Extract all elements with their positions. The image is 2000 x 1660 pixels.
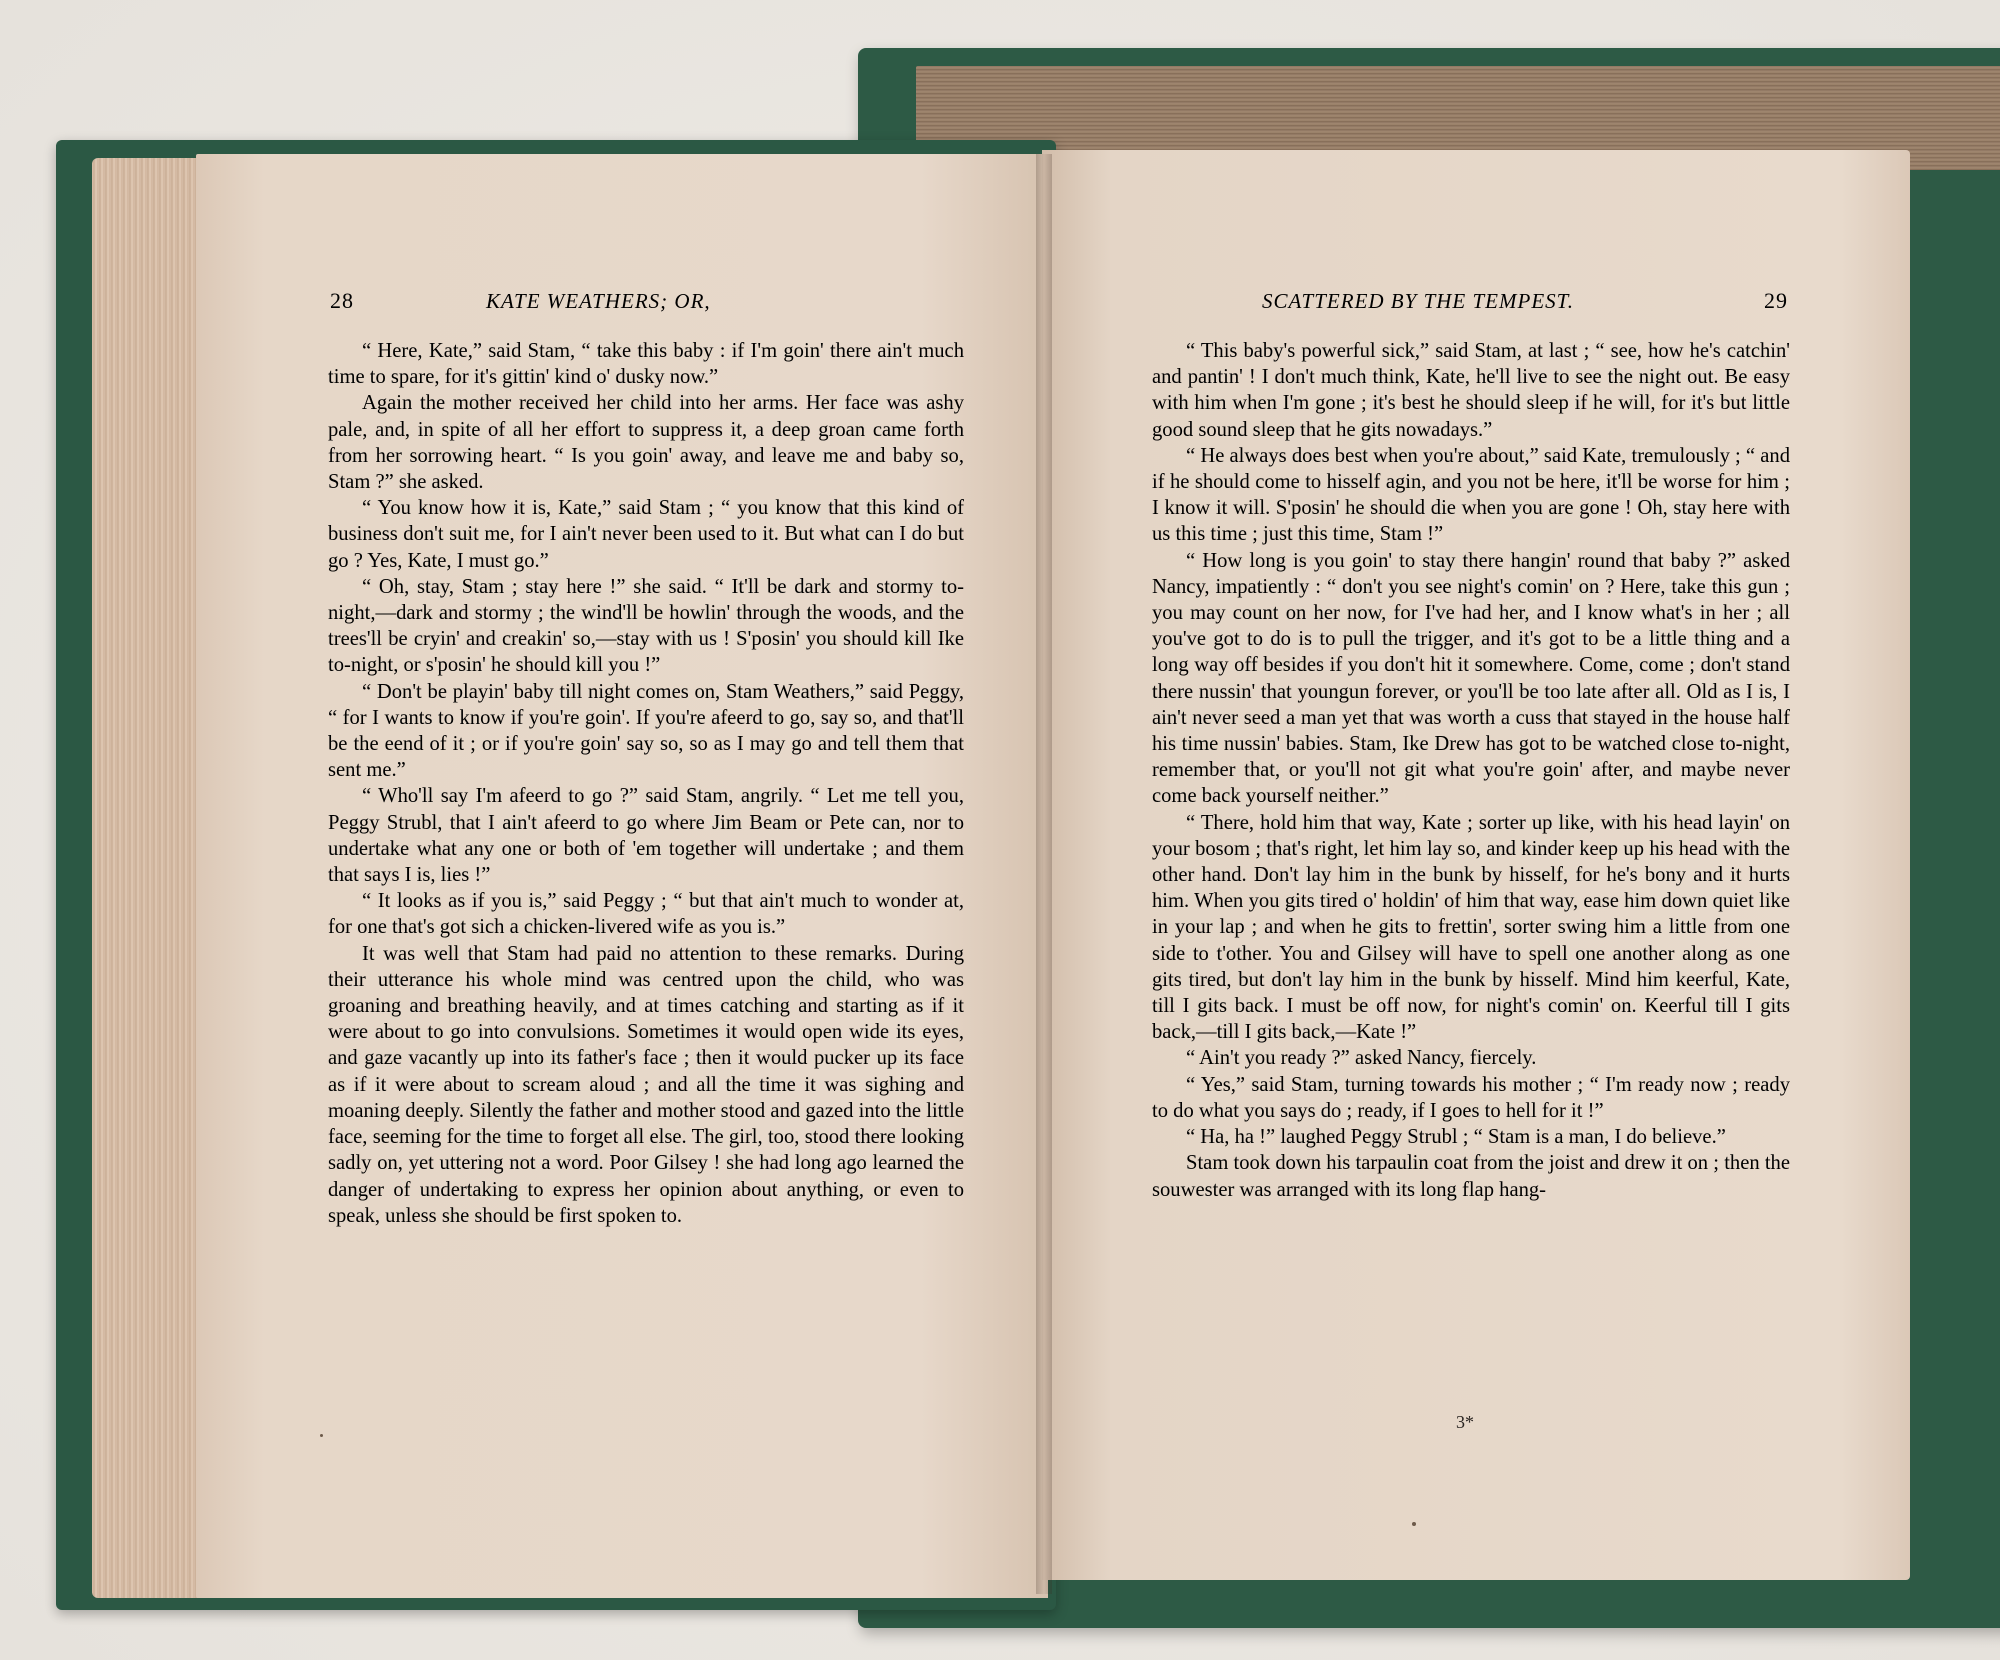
paragraph: “ Here, Kate,” said Stam, “ take this baby : if I'm goin' there ain't much time to spare, for it's gittin' kind o' dusky now.” [328, 340, 964, 389]
paragraph: It was well that Stam had paid no attention to these remarks. During their utterance his whole mind was centred upon the child, who was groaning and breathing heavily, and at times catching and starting as if it were about to go into convulsions. Sometimes it would open wide its eyes, and gaze vacantly up into its father's face ; then it would pucker up its face as if it were about to scream aloud ; and all the time it was sighing and moaning deeply. Silently the father and mother stood and gazed into the little face, seeming for the time to forget all else. The girl, too, stood there looking sadly on, yet uttering not a word. Poor Gilsey ! she had long ago learned the danger of undertaking to express her opinion about anything, or even to speak, unless she should be first spoken to. [328, 942, 964, 1227]
left-running-title: KATE WEATHERS; OR, [486, 289, 711, 313]
right-page-text [1152, 338, 1790, 1203]
right-page-number: 29 [1764, 288, 1788, 313]
paragraph: “ This baby's powerful sick,” said Stam, at last ; “ see, how he's catchin' and pantin' ! I don't much think, Kate, he'll live to see the night out. Be easy with him when I'm gone ; it's best he should sleep if he will, for it's but little good sound sleep that he gits nowadays.” [1152, 340, 1790, 441]
paragraph: “ Ain't you ready ?” asked Nancy, fiercely. [1186, 1047, 1537, 1070]
book-gutter [1036, 154, 1052, 1594]
paragraph: “ Who'll say I'm afeerd to go ?” said Stam, angrily. “ Let me tell you, Peggy Strubl, that I ain't afeerd to go where Jim Beam or Pete can, nor to undertake what any one or both of 'em together will undertake ; and them that says I is, lies !” [328, 785, 964, 887]
left-running-head [330, 288, 800, 318]
left-page-text [328, 338, 964, 1229]
paper-speck [1412, 1522, 1416, 1526]
paragraph: Again the mother received her child into her arms. Her face was ashy pale, and, in spite of all her effort to suppress it, a deep groan came forth from her sorrowing heart. “ Is you goin' away, and leave me and baby so, Stam ?” she asked. [328, 392, 964, 494]
right-running-title: SCATTERED BY THE TEMPEST. [1262, 289, 1575, 313]
right-running-head [1262, 288, 1788, 318]
paragraph: “ Oh, stay, Stam ; stay here !” she said. “ It'll be dark and stormy to-night,—dark and stormy ; the wind'll be howlin' through the woods, and the trees'll be cryin' and creakin' so,—stay with us ! S'posin' you should kill Ike to-night, or s'posin' he should kill you !” [328, 575, 964, 677]
paragraph: “ He always does best when you're about,” said Kate, tremulously ; “ and if he should come to hisself agin, and you not be here, it'll be worse for him ; I know it will. S'posin' he should die when you are gone ! Oh, stay here with us this time ; just this time, Stam !” [1152, 444, 1790, 546]
paragraph: “ There, hold him that way, Kate ; sorter up like, with his head layin' on your bosom ; that's right, let him lay so, and kinder keep up his head with the other hand. Don't lay him in the bunk by hisself, for he's bony and it hurts him. When you gits tired o' holdin' of him that way, ease him down quiet like in your lap ; and when he gits to frettin', sorter swing him a little from one side to t'other. You and Gilsey will have to spell one another along as one gits tired, but don't lay him in the bunk by hisself. Mind him keerful, Kate, till I gits back. I must be off now, for night's comin' on. Keerful till I gits back,—till I gits back,—Kate !” [1152, 811, 1790, 1044]
paper-speck [320, 1434, 323, 1437]
paragraph: “ Ha, ha !” laughed Peggy Strubl ; “ Stam is a man, I do believe.” [1186, 1126, 1726, 1149]
left-page-number: 28 [330, 288, 354, 313]
signature-mark: 3* [1456, 1412, 1474, 1432]
paragraph: “ Yes,” said Stam, turning towards his mother ; “ I'm ready now ; ready to do what you says do ; ready, if I goes to hell for it !” [1152, 1073, 1790, 1122]
paragraph: “ Don't be playin' baby till night comes on, Stam Weathers,” said Peggy, “ for I wants to know if you're goin'. If you're afeerd to go, say so, and that'll be the eend of it ; or if you're goin' say so, so as I may go and tell them that sent me.” [328, 680, 964, 782]
paragraph: “ It looks as if you is,” said Peggy ; “ but that ain't much to wonder at, for one that's got sich a chicken-livered wife as you is.” [328, 890, 964, 939]
left-page-edges [92, 158, 212, 1598]
paragraph: “ How long is you goin' to stay there hangin' round that baby ?” asked Nancy, impatiently : “ don't you see night's comin' on ? Here, take this gun ; you may count on her now, for I've had her, and I know what's in her ; all you've got to do is to pull the trigger, and it's got to be a little thing and a long way off besides if you don't hit it somewhere. Come, come ; don't stand there nussin' that youngun forever, or you'll be too late after all. Old as I is, I ain't never seed a man yet that was worth a cuss that stayed in the house half his time nussin' babies. Stam, Ike Drew has got to be watched close to-night, remember that, or you'll not git what you're goin' after, and maybe never come back yourself neither.” [1152, 549, 1790, 808]
paragraph: Stam took down his tarpaulin coat from the joist and drew it on ; then the souwester was arranged with its long flap hang- [1152, 1152, 1790, 1201]
paragraph: “ You know how it is, Kate,” said Stam ; “ you know that this kind of business don't suit me, for I ain't never been used to it. But what can I do but go ? Yes, Kate, I must go.” [328, 497, 964, 572]
